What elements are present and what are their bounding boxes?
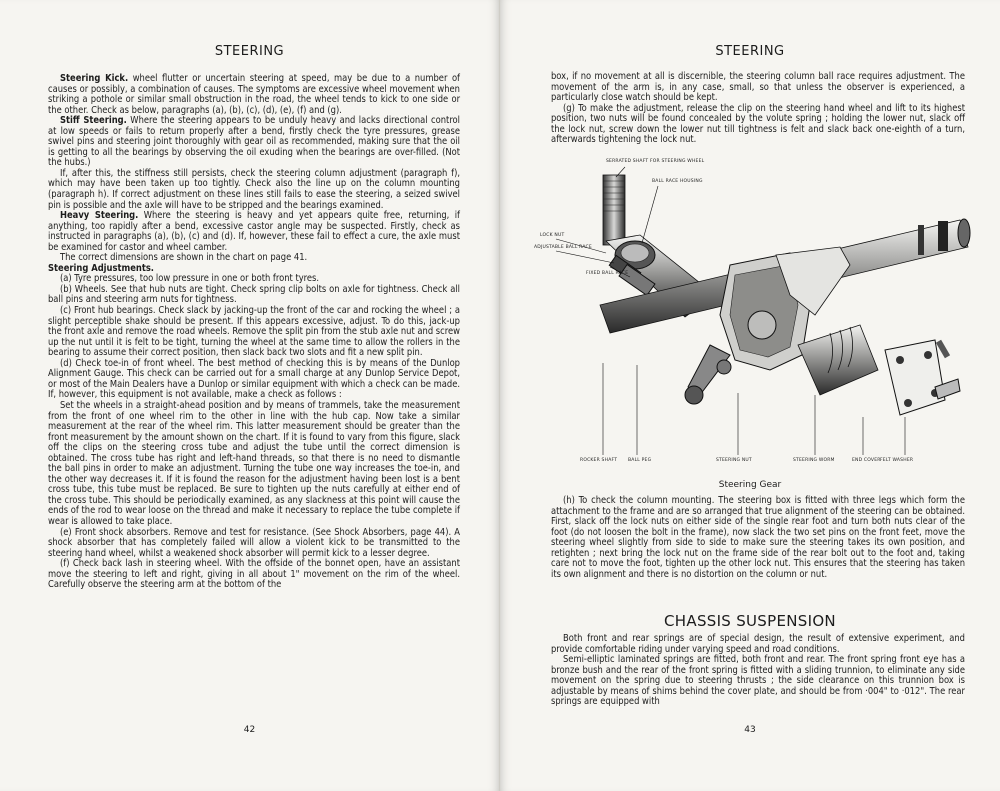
run-in-heading: Heavy Steering. xyxy=(60,210,139,222)
paragraph-text: (f) Check back lash in steering wheel. With the offside of the bonnet open, have an assistant move the steering to left and right, giving in all about 1" movement on the rim of the wheel. Carefully observe the steering arm at the bottom of the xyxy=(48,558,460,591)
end-cover xyxy=(885,340,945,415)
right-page xyxy=(500,0,1000,791)
label-adjustable-ball-race: ADJUSTABLE BALL RACE xyxy=(534,245,592,250)
paragraph-b xyxy=(48,285,460,306)
right-top-text xyxy=(551,72,965,146)
serrated-shaft xyxy=(603,175,625,245)
paragraph-d xyxy=(48,359,460,401)
paragraph-trammels xyxy=(48,401,460,528)
paragraph-e xyxy=(48,528,460,560)
figure-caption: Steering Gear xyxy=(718,480,782,490)
paragraph-text: The correct dimensions are shown in the chart on page 41. xyxy=(60,252,308,264)
paragraph-steering-kick xyxy=(48,74,460,116)
paragraph-text: Where the steering appears to be unduly heavy and lacks directional control at low speeds or fails to return properly after a bend, firstly check the tyre pressures, grease swivel pins and steering joint thoroughly with gear oil as recommended, making sure that the oil is getting to all the bearings by observing the oil exuding when the bearings are over-filled. (Not the hubs.) xyxy=(48,115,461,169)
label-steering-nut: STEERING NUT xyxy=(716,458,752,463)
paragraph-text: (a) Tyre pressures, too low pressure in one or both front tyres. xyxy=(60,273,320,285)
run-in-heading: Stiff Steering. xyxy=(60,115,127,127)
paragraph-text: Set the wheels in a straight-ahead position and by means of trammels, take the measurement from the front of one wheel rim to the other in line with the hub cap. Now take a similar measurement at the rear of the wheel rim. This latter measurement should be greater than the front measurement by the amount shown on the chart. If it is found to vary from this figure, slack off the clips on the steering cross tube and adjust the tube until the correct dimension is obtained. The cross tube has right and left-hand threads, so that there is no need to dismantle the ball pins in order to make an adjustment. Turning the tube one way increases the toe-in, and the other way decreases it. If it is found the reason for the adjustment having been lost is a bent cross tube, this tube must be replaced. Be sure to tighten up the nuts carefully at either end of the cross tube. This should be periodically examined, as any slackness at this point will cause the ends of the rod to wear loose on the thread and make it necessary to replace the tube complete if wear is allowed to take place. xyxy=(48,399,460,527)
paragraph-stiff-steering xyxy=(48,116,460,169)
label-end-cover: END COVER xyxy=(852,458,881,463)
right-bottom-text xyxy=(551,634,965,708)
paragraph-text: (c) Front hub bearings. Check slack by jacking-up the front of the car and rocking the wheel ; a slight perceptible shake should be present. If this appears excessive, adjust. To do this, jack-up the front axle and remove the road wheels. Remove the split pin from the stub axle nut and screw up the nut until it is felt to be tight, turning the wheel at the same time to allow the rollers in the bearing to assume their correct position, then slack back two slots and fit a new split pin. xyxy=(48,305,460,359)
run-in-heading: Steering Kick. xyxy=(60,73,129,84)
paragraph-text: (d) Check toe-in of front wheel. The best method of checking this is by means of the Dunlop Alignment Gauge. This check can be carried out for a small charge at any Dunlop Service Depot, or most of the Main Dealers have a Dunlop or similar equipment with which a check can be made. If, however, this equipment is not available, make a check as follows : xyxy=(48,357,460,401)
right-mid-text xyxy=(551,496,965,580)
label-fixed-ball-race: FIXED BALL RACE xyxy=(586,271,629,276)
page-number: 43 xyxy=(744,725,756,735)
page-number: 42 xyxy=(243,725,256,735)
paragraph-text: Where the steering is heavy and yet appears quite free, returning, if anything, too rapidly after a bend, excessive castor angle may be suspected. Firstly, check as instructed in paragraphs (a), (b), (c) and (d). If, however, these fail to effect a cure, the axle must be examined for castor and wheel camber. xyxy=(48,210,460,253)
label-ball-race-housing: BALL RACE HOUSING xyxy=(652,179,703,184)
paragraph-c xyxy=(48,306,460,359)
section-title-chassis-suspension: CHASSIS SUSPENSION xyxy=(664,612,836,630)
paragraph-text: (b) Wheels. See that hub nuts are tight. Check spring clip bolts on axle for tightness. Check all ball pins and steering arm nuts for tightness. xyxy=(48,283,460,306)
paragraph-stiffness-persists xyxy=(48,169,460,211)
paragraph-text: wheel flutter or uncertain steering at speed, may be due to a number of causes or possibly, a combination of causes. The symptoms are excessive wheel movement when striking a pothole or similar small obstruction in the road, the wheel tends to kick to one side or the other. Check as below, paragraphs (a), (b), (c), (d), (e), (f) and (g). xyxy=(48,73,460,116)
steering-gear-figure xyxy=(534,155,980,490)
paragraph-semi-elliptic: Semi-elliptic laminated springs are fitted, both front and rear. The front spring front eye has a bronze bush and the rear of the front spring is fitted with a sliding trunnion, to eliminate any side movement on the spring due to steering thrusts ; the side clearance on this trunnion box is adjustable by means of shims behind the cover plate, and should be from ·004" to ·012". The rear springs are equipped with xyxy=(551,654,965,708)
heading-steering-adjustments: Steering Adjustments. xyxy=(48,262,154,274)
paragraph-text: (e) Front shock absorbers. Remove and test for resistance. (See Shock Absorbers, page 44). A shock absorber that has completely failed will allow a violent kick to be transmitted to the steering hand wheel, whilst a weakened shock absorber will permit kick to a lesser degree. xyxy=(48,526,460,559)
label-felt-washer: FELT WASHER xyxy=(880,458,914,463)
paragraph-g: (g) To make the adjustment, release the clip on the steering hand wheel and lift to its highest position, two nuts will be found concealed by the volute spring ; holding the lower nut, slack off the lock nut, screw down the lower nut till tightness is felt and slack back one-eighth of a turn, afterwards tightening the lock nut. xyxy=(551,102,965,146)
label-rocker-shaft: ROCKER SHAFT xyxy=(580,458,618,463)
label-steering-worm: STEERING WORM xyxy=(793,458,835,463)
paragraph-heavy-steering xyxy=(48,211,460,253)
paragraph-springs-design: Both front and rear springs are of special design, the result of extensive experiment, and provide comfortable riding under varying speed and road conditions. xyxy=(551,633,965,655)
label-ball-peg: BALL PEG xyxy=(628,458,652,463)
paragraph-continuation: box, if no movement at all is discernible, the steering column ball race requires adjustment. The movement of the arm is, in any case, small, so that unless the observer is experienced, a particularly close watch should be kept. xyxy=(551,71,965,104)
left-body-text xyxy=(48,74,460,591)
label-lock-nut: LOCK NUT xyxy=(540,233,565,238)
label-serrated-shaft: SERRATED SHAFT FOR STEERING WHEEL xyxy=(606,159,705,164)
paragraph-text: If, after this, the stiffness still persists, check the steering column adjustment (paragraph f), which may have been taken up too tightly. Check also the line up on the column mounting (paragraph h). If correct adjustment on these lines still fails to ease the steering, a seized swivel pin is possible and the axle will have to be stripped and the bearings examined. xyxy=(48,167,460,211)
running-head: STEERING xyxy=(715,44,785,59)
steering-gear-drawing xyxy=(540,155,980,475)
running-head: STEERING xyxy=(214,44,285,59)
steering-worm xyxy=(798,325,878,395)
paragraph-f xyxy=(48,559,460,591)
paragraph-h: (h) To check the column mounting. The steering box is fitted with three legs which form the attachment to the frame and are so arranged that true alignment of the steering can be obtained. First, slack off the lock nuts on either side of the single rear foot and turn both nuts clear of the foot (do not loosen the bolt in the frame), now slack the two set pins on the front feet, move the steering wheel slightly from side to side to make sure the steering takes its own position, and retighten ; next bring the lock nut on the frame side of the rear bolt out to the foot and, taking care not to move the foot, tighten up the other lock nut. This ensures that the steering has taken its own alignment and there is no distortion on the column or nut. xyxy=(551,495,965,580)
